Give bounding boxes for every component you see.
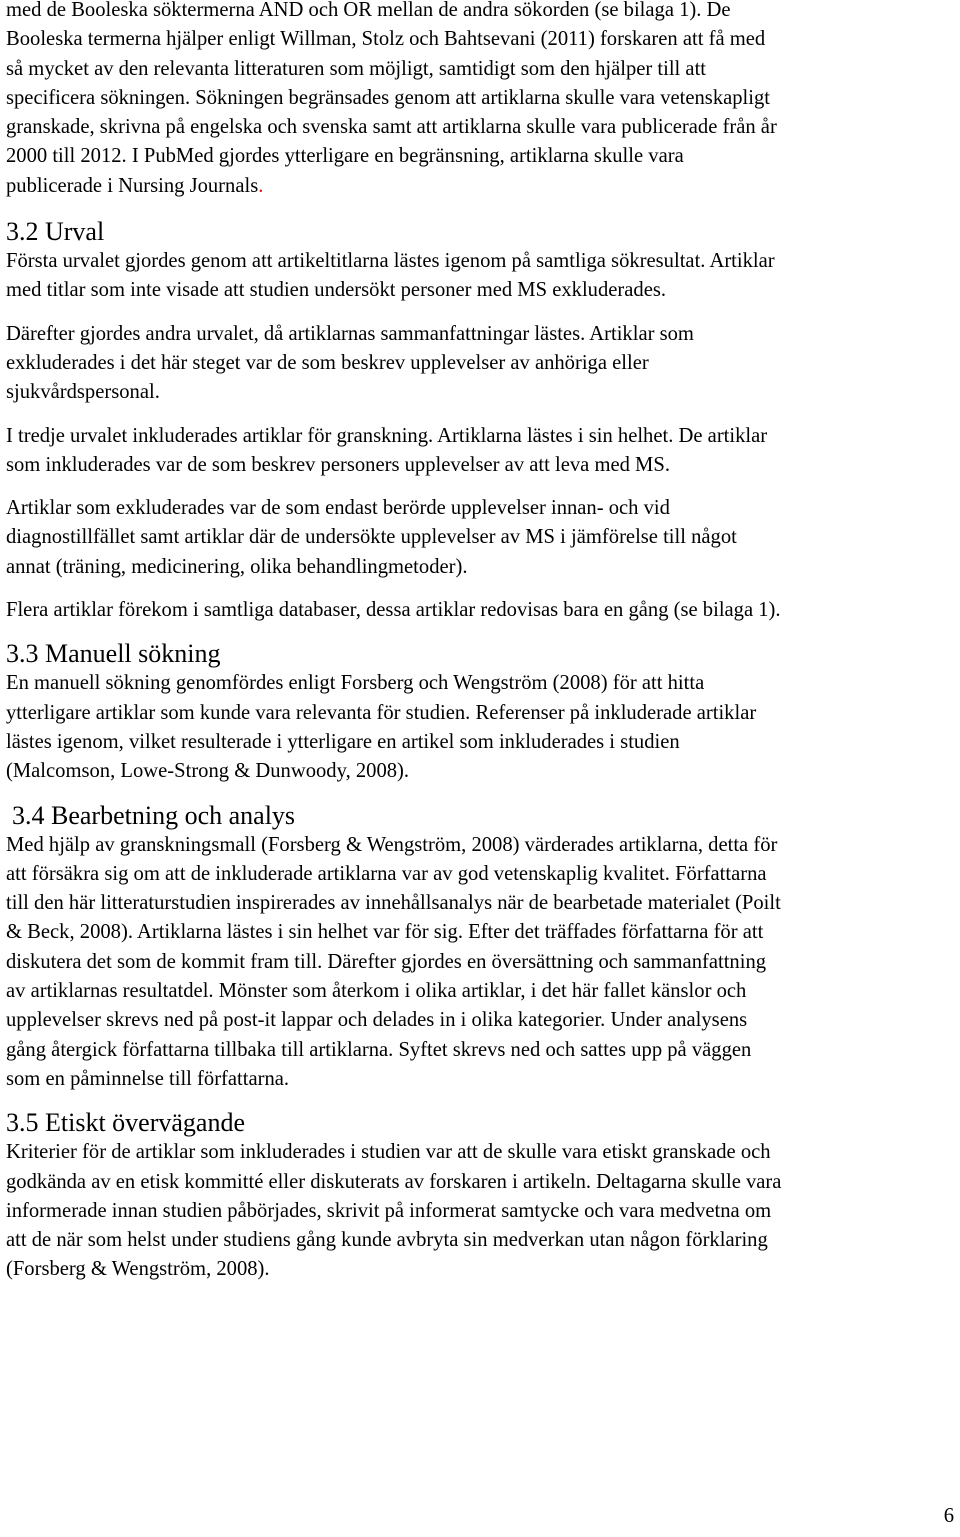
urval-paragraph-4: Artiklar som exkluderades var de som endast berörde upplevelser innan- och vid diagnostillfället samt artiklar där de undersökte upplevelser av MS i jämförelse till något annat (träning, medicinering, olika behandlingmetoder).	[6, 497, 737, 578]
heading-etiskt: 3.5 Etiskt övervägande	[6, 1108, 245, 1138]
page-number: 6	[943, 1505, 954, 1527]
urval-paragraph-2: Därefter gjordes andra urvalet, då artiklarnas sammanfattningar lästes. Artiklar som exkluderades i det här steget var de som beskrev upplevelser av anhöriga eller sjukvårdspersonal.	[6, 322, 694, 404]
urval-paragraph-3: I tredje urvalet inkluderades artiklar för granskning. Artiklarna lästes i sin helhet. De artiklar som inkluderades var de som beskrev personers upplevelser av att leva med MS.	[6, 424, 768, 476]
etiskt-paragraph-1: Kriterier för de artiklar som inkluderades i studien var att de skulle vara etiskt granskade och godkända av en etisk kommitté eller diskuterats av forskaren i artikeln. Deltagarna skulle vara informerade innan studien påbörjades, skrivit på informerat samtycke och vara medvetna om att de när som helst under studiens gång kunde avbryta sin medverkan utan någon förklaring (Forsberg & Wengström, 2008).	[6, 1141, 782, 1281]
bearbetning-paragraph-1: Med hjälp av granskningsmall (Forsberg & Wengström, 2008) värderades artiklarna, detta för att försäkra sig om att de inkluderade artiklarna var av god vetenskaplig kvalitet. Författarna till den här litteraturstudien inspirerades av innehållsanalys när de bearbetade materialet (Poilt & Beck, 2008). Artiklarna lästes i sin helhet var för sig. Efter det träffades författarna för att diskutera det som de kommit fram till. Därefter gjordes en översättning och sammanfattning av artiklarnas resultatdel. Mönster som återkom i olika artiklar, i det här fallet känslor och upplevelser skrevs ned på post-it lappar och delades in i olika kategorier. Under analysens gång återgick författarna tillbaka till artiklarna. Syftet skrevs ned och sattes upp på väggen som en påminnelse till författarna.	[6, 833, 781, 1090]
urval-paragraph-5: Flera artiklar förekom i samtliga databaser, dessa artiklar redovisas bara en gång (se bilaga 1).	[6, 599, 781, 622]
document-page	[6, 0, 956, 1299]
intro-text: med de Booleska söktermerna AND och OR mellan de andra sökorden (se bilaga 1). De Booleska termerna hjälper enligt Willman, Stolz och Bahtsevani (2011) forskaren att få med så mycket av den relevanta litteraturen som möjligt, samtidigt som den hjälper till att specificera sökningen. Sökningen begränsades genom att artiklarna skulle vara vetenskapligt granskade, skrivna på engelska och svenska samt att artiklarna skulle vara publicerade från år 2000 till 2012. I PubMed gjordes ytterligare en begränsning, artiklarna skulle vara publicerade i Nursing Journals	[6, 0, 777, 197]
manuell-paragraph-1: En manuell sökning genomfördes enligt Forsberg och Wengström (2008) för att hitta ytterligare artiklar som kunde vara relevanta för studien. Referenser på inkluderade artiklar lästes igenom, vilket resulterade i ytterligare en artikel som inkluderades i studien (Malcomson, Lowe-Strong & Dunwoody, 2008).	[6, 672, 757, 783]
intro-paragraph	[6, 0, 956, 201]
intro-trailing-dot: .	[258, 174, 264, 197]
urval-paragraph-1: Första urvalet gjordes genom att artikeltitlarna lästes igenom på samtliga sökresultat. Artiklar med titlar som inte visade att studien undersökt personer med MS exkluderades.	[6, 250, 775, 302]
heading-bearbetning: 3.4 Bearbetning och analys	[12, 800, 296, 830]
heading-urval: 3.2 Urval	[6, 217, 105, 247]
heading-manuell-sokning: 3.3 Manuell sökning	[6, 639, 221, 669]
